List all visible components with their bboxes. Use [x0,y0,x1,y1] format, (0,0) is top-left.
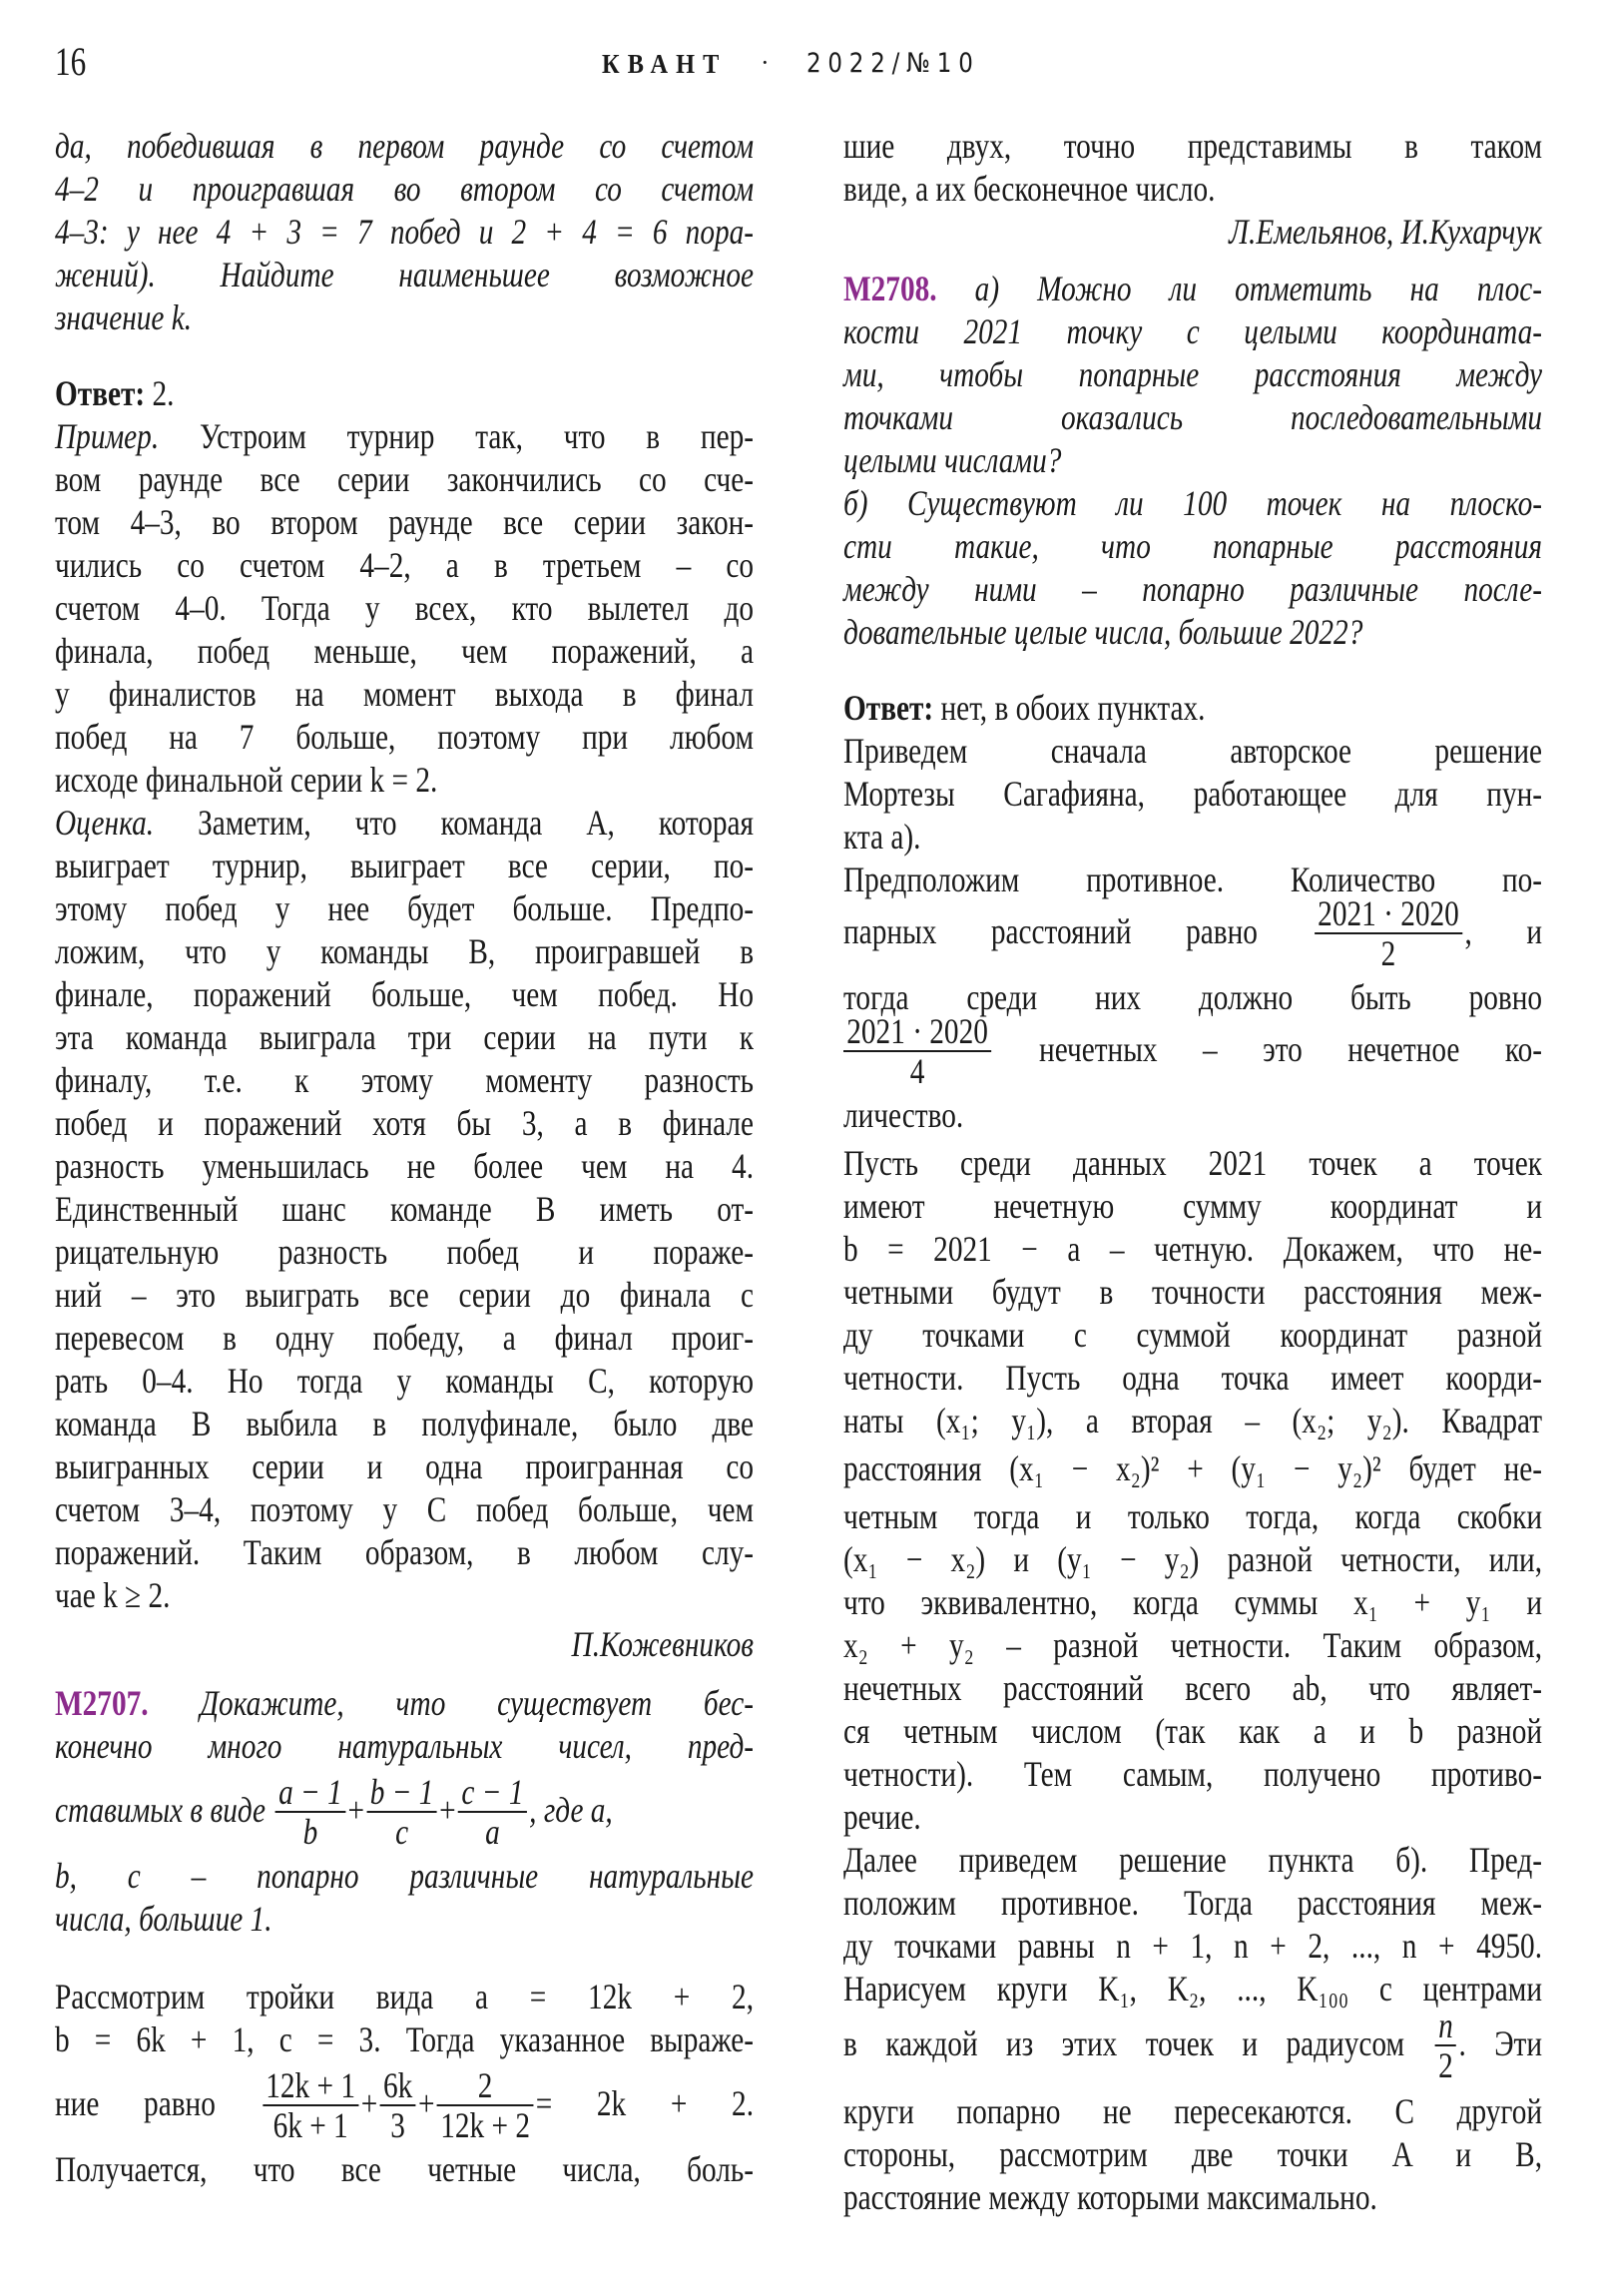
estimate-label: Оценка. [55,803,155,843]
solution-line: кта а). [843,817,921,857]
solution-line: Получается, что все четные числа, боль- [55,2149,755,2189]
estimate-line: разность уменьшилась не более чем на 4. [55,1146,755,1186]
example-line: том 4–3, во втором раунде все серии закон- [55,502,755,542]
problem-statement-line: довательные целые числа, большие 2022? [843,612,1363,652]
solution-line: круги попарно не пересекаются. С другой [843,2091,1543,2131]
estimate-line: выиграет турнир, выиграет все серии, по- [55,846,755,885]
fraction: $\frac{2021 \cdot 2020}{4}$ [843,1012,991,1090]
header-separator: · [761,48,770,77]
estimate-line: перевесом в одну победу, а финал проиг- [55,1318,755,1358]
estimate-line: Оценка. Заметим, что команда A, которая [55,803,755,843]
solution-formula-line: парных расстояний равно $\frac{2021 \cdot 2020}{2}$ , и [843,892,1543,973]
estimate-line: ний – это выиграть все серии до финала с [55,1275,755,1315]
problem-statement-line: конечно много натуральных чисел, пред- [55,1726,755,1766]
solution-line: что эквивалентно, когда суммы x₁ + y₁ и [843,1582,1543,1622]
solution-line: x₂ + y₂ – разной четности. Таким образом, [843,1625,1543,1665]
answer-value: 2. [152,373,175,413]
solution-line: ду точками равны n + 1, n + 2, ..., n + 4950. [843,1926,1543,1966]
solution-line: четным тогда и только тогда, когда скобки [843,1496,1543,1536]
fraction: $\frac{6k}{3}$ [380,2066,416,2144]
solution-line: наты (x₁; y₁), а вторая – (x₂; y₂). Квадрат [843,1401,1543,1440]
estimate-line: эта команда выиграла три серии на пути к [55,1017,755,1057]
problem-statement-line: М2708. а) Можно ли отметить на плос- [843,269,1543,308]
estimate-line: побед и поражений хотя бы 3, а в финале [55,1103,755,1143]
problem-statement-line: М2707. Докажите, что существует бес- [55,1683,755,1723]
issue-number: 2022/№10 [806,48,980,79]
answer-line [843,687,1542,729]
estimate-line: Единственный шанс команде B иметь от- [55,1189,755,1229]
solution-line: b = 6k + 1, c = 3. Тогда указанное выраже- [55,2019,755,2059]
solution-line: Приведем сначала авторское решение [843,731,1543,771]
solution-line: Рассмотрим тройки вида a = 12k + 2, [55,1977,755,2016]
solution-line: расстояния (x₁ − x₂)² + (y₁ − y₂)² будет не- [843,1448,1543,1488]
answer-line [55,372,754,414]
solution-formula-line: в каждой из этих точек и радиусом $\frac{n}{2}$ . Эти [843,2005,1543,2085]
solution-line: речие. [843,1797,921,1837]
fraction: $\frac{c - 1}{a}$ [458,1773,527,1851]
solution-line: ся четным числом (так как a и b разной [843,1711,1543,1751]
estimate-line: ложим, что у команды B, проигравшей в [55,931,755,971]
problem-statement-line: b, c – попарно различные натуральные [55,1856,755,1896]
problem-text-line: 4–2 и проигравшая во втором со счетом [55,169,755,209]
fraction: $\frac{12k + 1}{6k + 1}$ [263,2066,358,2144]
answer-value: нет, в обоих пунктах. [940,688,1206,728]
problem-text-line: значение k. [55,297,193,337]
problem-statement-line: сти такие, что попарные расстояния [843,526,1543,566]
estimate-line: финалу, т.е. к этому моменту разность [55,1060,755,1100]
example-line: счетом 4–0. Тогда у всех, кто вылетел до [55,588,755,628]
solution-line: Пусть среди данных 2021 точек a точек [843,1143,1543,1183]
solution-line: положим противное. Тогда расстояния меж- [843,1883,1543,1923]
solution-line: (x₁ − x₂) и (y₁ − y₂) разной четности, или, [843,1539,1543,1579]
example-line: у финалистов на момент выхода в финал [55,674,755,714]
solution-line: четными будут в точности расстояния меж- [843,1272,1543,1312]
solution-line: расстояние между которыми максимально. [843,2177,1377,2217]
solution-line: нечетных расстояний всего ab, что являет- [843,1668,1543,1708]
problem-number: М2707. [55,1683,149,1723]
page-number: 16 [55,39,87,84]
magazine-title: КВАНТ [602,49,728,79]
example-line: финала, побед меньше, чем поражений, а [55,631,755,671]
author-signature: Л.Емельянов, И.Кухарчук [1229,212,1543,252]
estimate-line: финале, поражений больше, чем побед. Но [55,974,755,1014]
solution-line: имеют нечетную сумму координат и [843,1186,1543,1226]
solution-line: личество. [843,1095,964,1135]
problem-statement-line: целыми числами? [843,440,1062,480]
example-label: Пример. [55,416,160,456]
problem-statement-line: числа, большие 1. [55,1899,272,1939]
problem-statement-line: кости 2021 точку с целыми координата- [843,311,1543,351]
solution-line: Предположим противное. Количество по- [843,860,1543,899]
estimate-line: выигранных серии и одна проигранная со [55,1446,755,1486]
solution-line: четности. Пусть одна точка имеет коорди- [843,1358,1543,1398]
continuation-line: виде, а их бесконечное число. [843,169,1216,209]
problem-statement-line: ми, чтобы попарные расстояния между [843,354,1543,394]
example-line: исходе финальной серии k = 2. [55,760,438,800]
solution-line: тогда среди них должно быть ровно [843,977,1543,1017]
solution-line: Нарисуем круги K₁, K₂, ..., K₁₀₀ с центрами [843,1969,1543,2009]
problem-number: М2708. [843,269,937,308]
example-line: Пример. Устроим турнир так, что в пер- [55,416,755,456]
problem-statement-line: б) Существуют ли 100 точек на плоско- [843,483,1543,523]
answer-label: Ответ: [55,373,146,413]
problem-formula-line: ставимых в виде $\frac{a - 1}{b}$ + $\frac{b - 1}{c}$ + $\frac{c - 1}{a}$ , где a, [55,1771,613,1852]
answer-label: Ответ: [843,688,934,728]
solution-formula-line: $\frac{2021 \cdot 2020}{4}$ нечетных – это нечетное ко- [843,1006,1542,1092]
solution-line: ду точками с суммой координат разной [843,1315,1543,1355]
continuation-line: шие двух, точно представимы в таком [843,126,1543,166]
problem-text-line: да, победившая в первом раунде со счетом [55,126,755,166]
fraction: $\frac{2021 \cdot 2020}{2}$ [1315,894,1462,972]
solution-line: четности). Тем самым, получено противо- [843,1754,1543,1794]
solution-line: Далее приведем решение пункта б). Пред- [843,1840,1543,1880]
estimate-line: поражений. Таким образом, в любом слу- [55,1532,755,1572]
solution-formula-line: ние равно $\frac{12k + 1}{6k + 1}$ + $\frac{6k}{3}$ + $\frac{2}{12k + 2}$ = 2k + 2. [55,2064,755,2145]
estimate-line: рицательную разность побед и пораже- [55,1232,755,1272]
example-line: чились со счетом 4–2, а в третьем – со [55,545,755,585]
fraction: $\frac{2}{12k + 2}$ [437,2066,533,2144]
solution-line: b = 2021 − a – четную. Докажем, что не- [843,1229,1543,1269]
problem-statement-line: между ними – попарно различные после- [843,569,1543,609]
fraction: $\frac{n}{2}$ [1435,2007,1456,2084]
solution-line: стороны, рассмотрим две точки A и B, [843,2134,1543,2174]
estimate-line: чае k ≥ 2. [55,1575,171,1615]
problem-text-line: 4–3: у нее 4 + 3 = 7 побед и 2 + 4 = 6 пора- [55,212,755,252]
estimate-line: счетом 3–4, поэтому у C побед больше, чем [55,1489,755,1529]
problem-text-line: жений). Найдите наименьшее возможное [55,255,755,294]
estimate-line: этому побед у нее будет больше. Предпо- [55,888,755,928]
example-line: вом раунде все серии закончились со сче- [55,459,755,499]
solution-line: Мортезы Сагафияна, работающее для пун- [843,774,1543,814]
fraction: $\frac{b - 1}{c}$ [366,1773,436,1851]
fraction: $\frac{a - 1}{b}$ [275,1773,345,1851]
problem-statement-line: точками оказались последовательными [843,397,1543,437]
example-line: побед на 7 больше, поэтому при любом [55,717,755,757]
estimate-line: команда B выбила в полуфинале, было две [55,1404,755,1443]
estimate-line: рать 0–4. Но тогда у команды C, которую [55,1361,755,1401]
author-signature: П.Кожевников [571,1624,755,1664]
